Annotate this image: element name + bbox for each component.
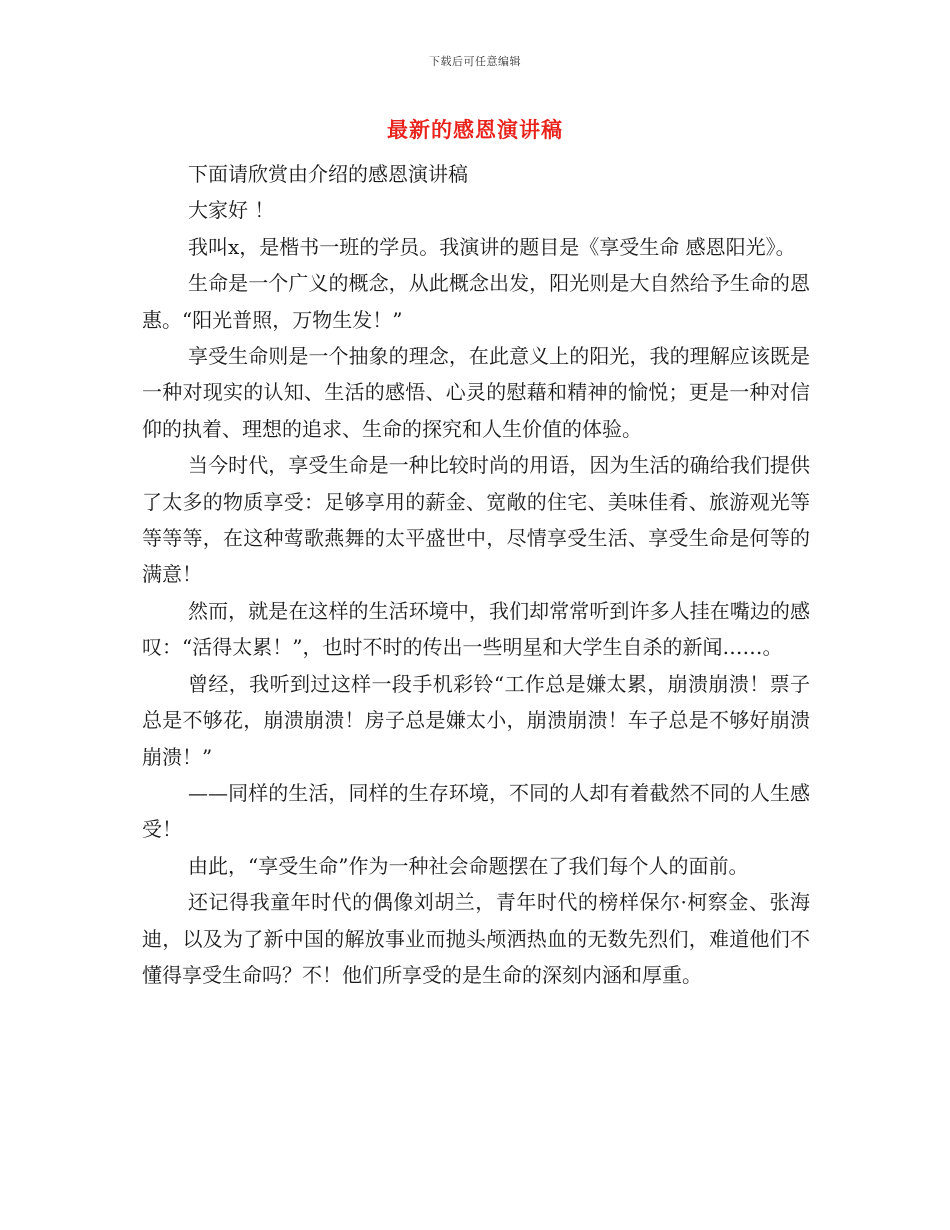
paragraph: 曾经，我听到过这样一段手机彩铃“工作总是嫌太累，崩溃崩溃！票子总是不够花，崩溃崩溃！房子总是嫌太小，崩溃崩溃！车子总是不够好崩溃崩溃！” [142, 671, 810, 769]
paragraph: 还记得我童年时代的偶像刘胡兰，青年时代的榜样保尔·柯察金、张海迪，以及为了新中国的解放事业而抛头颅洒热血的无数先烈们，难道他们不懂得享受生命吗？不！他们所享受的是生命的深刻内涵和厚重。 [142, 890, 810, 987]
paragraph: 下面请欣赏由介绍的感恩演讲稿 [188, 162, 468, 186]
paragraph: 然而，就是在这样的生活环境中，我们却常常听到许多人挂在嘴边的感叹：“活得太累！”，也时不时的传出一些明星和大学生自杀的新闻……。 [142, 598, 810, 660]
document-title: 最新的感恩演讲稿 [387, 118, 563, 142]
paragraph: 我叫x，是楷书一班的学员。我演讲的题目是《享受生命 感恩阳光》。 [188, 234, 796, 259]
document-body [142, 156, 810, 993]
paragraph: 大家好 ！ [188, 198, 275, 223]
paragraph: 生命是一个广义的概念，从此概念出发，阳光则是大自然给予生命的恩惠。“阳光普照，万物生发！” [142, 271, 810, 332]
page-header-note: 下载后可任意编辑 [429, 55, 521, 68]
paragraph: 享受生命则是一个抽象的理念，在此意义上的阳光，我的理解应该既是一种对现实的认知、生活的感悟、心灵的慰藉和精神的愉悦；更是一种对信仰的执着、理想的追求、生命的探究和人生价值的体验。 [142, 344, 810, 441]
paragraph: 由此，“享受生命”作为一种社会命题摆在了我们每个人的面前。 [188, 853, 749, 878]
paragraph: ——同样的生活，同样的生存环境，不同的人却有着截然不同的人生感受！ [142, 780, 810, 842]
paragraph: 当今时代，享受生命是一种比较时尚的用语，因为生活的确给我们提供了太多的物质享受：足够享用的薪金、宽敞的住宅、美味佳肴、旅游观光等等等等，在这种莺歌燕舞的太平盛世中，尽情享受生活、享受生命是何等的满意！ [142, 453, 810, 587]
